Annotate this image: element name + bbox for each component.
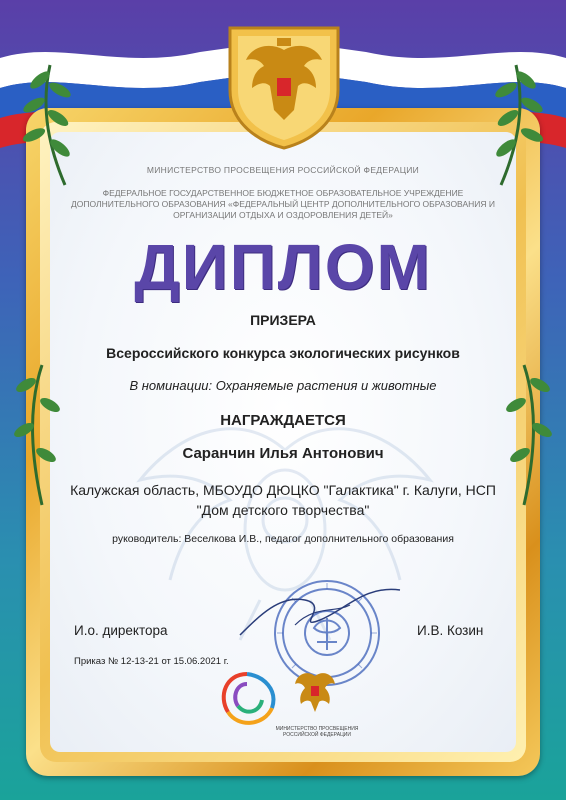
- leader-info: руководитель: Веселкова И.В., педагог дополнительного образования: [112, 533, 454, 545]
- signatory-title: И.о. директора: [74, 623, 168, 638]
- center-logo-icon: [214, 668, 280, 730]
- ministry-emblem-icon: [293, 668, 337, 714]
- signatory-name: И.В. Козин: [417, 623, 484, 638]
- ministry-header: МИНИСТЕРСТВО ПРОСВЕЩЕНИЯ РОССИЙСКОЙ ФЕДЕРАЦИИ: [146, 165, 420, 175]
- institution-name: ФЕДЕРАЛЬНОЕ ГОСУДАРСТВЕННОЕ БЮДЖЕТНОЕ ОБРАЗОВАТЕЛЬНОЕ УЧРЕЖДЕНИЕ ДОПОЛНИТЕЛЬНОГО ОБРАЗОВАНИЯ «ФЕДЕРАЛЬНЫЙ ЦЕНТР ДОПОЛНИТЕЛЬНОГО ОБРАЗОВАНИЯ И ОРГАНИЗАЦИИ ОТДЫХА И ОЗДОРОВЛЕНИЯ ДЕТЕЙ»: [71, 188, 495, 220]
- nomination: В номинации: Охраняемые растения и животные: [129, 378, 437, 393]
- diploma-title: ДИПЛОМ: [134, 231, 432, 303]
- awarded-label: НАГРАЖДАЕТСЯ: [220, 412, 346, 429]
- recipient-organization: Калужская область, МБОУДО ДЮЦКО "Галактика" г. Калуги, НСП "Дом детского творчества": [70, 482, 496, 518]
- diploma-subtitle: ПРИЗЕРА: [250, 312, 316, 328]
- order-number: Приказ № 12-13-21 от 15.06.2021 г.: [74, 656, 229, 667]
- contest-name: Всероссийского конкурса экологических рисунков: [106, 345, 460, 361]
- russian-coat-of-arms-icon: [222, 20, 346, 150]
- recipient-name: Саранчин Илья Антонович: [182, 445, 384, 462]
- laurel-branch-icon: [12, 360, 62, 510]
- laurel-branch-icon: [504, 360, 554, 510]
- signature-icon: [235, 575, 405, 645]
- ministry-small-caption: МИНИСТЕРСТВО ПРОСВЕЩЕНИЯ РОССИЙСКОЙ ФЕДЕРАЦИИ: [275, 726, 359, 738]
